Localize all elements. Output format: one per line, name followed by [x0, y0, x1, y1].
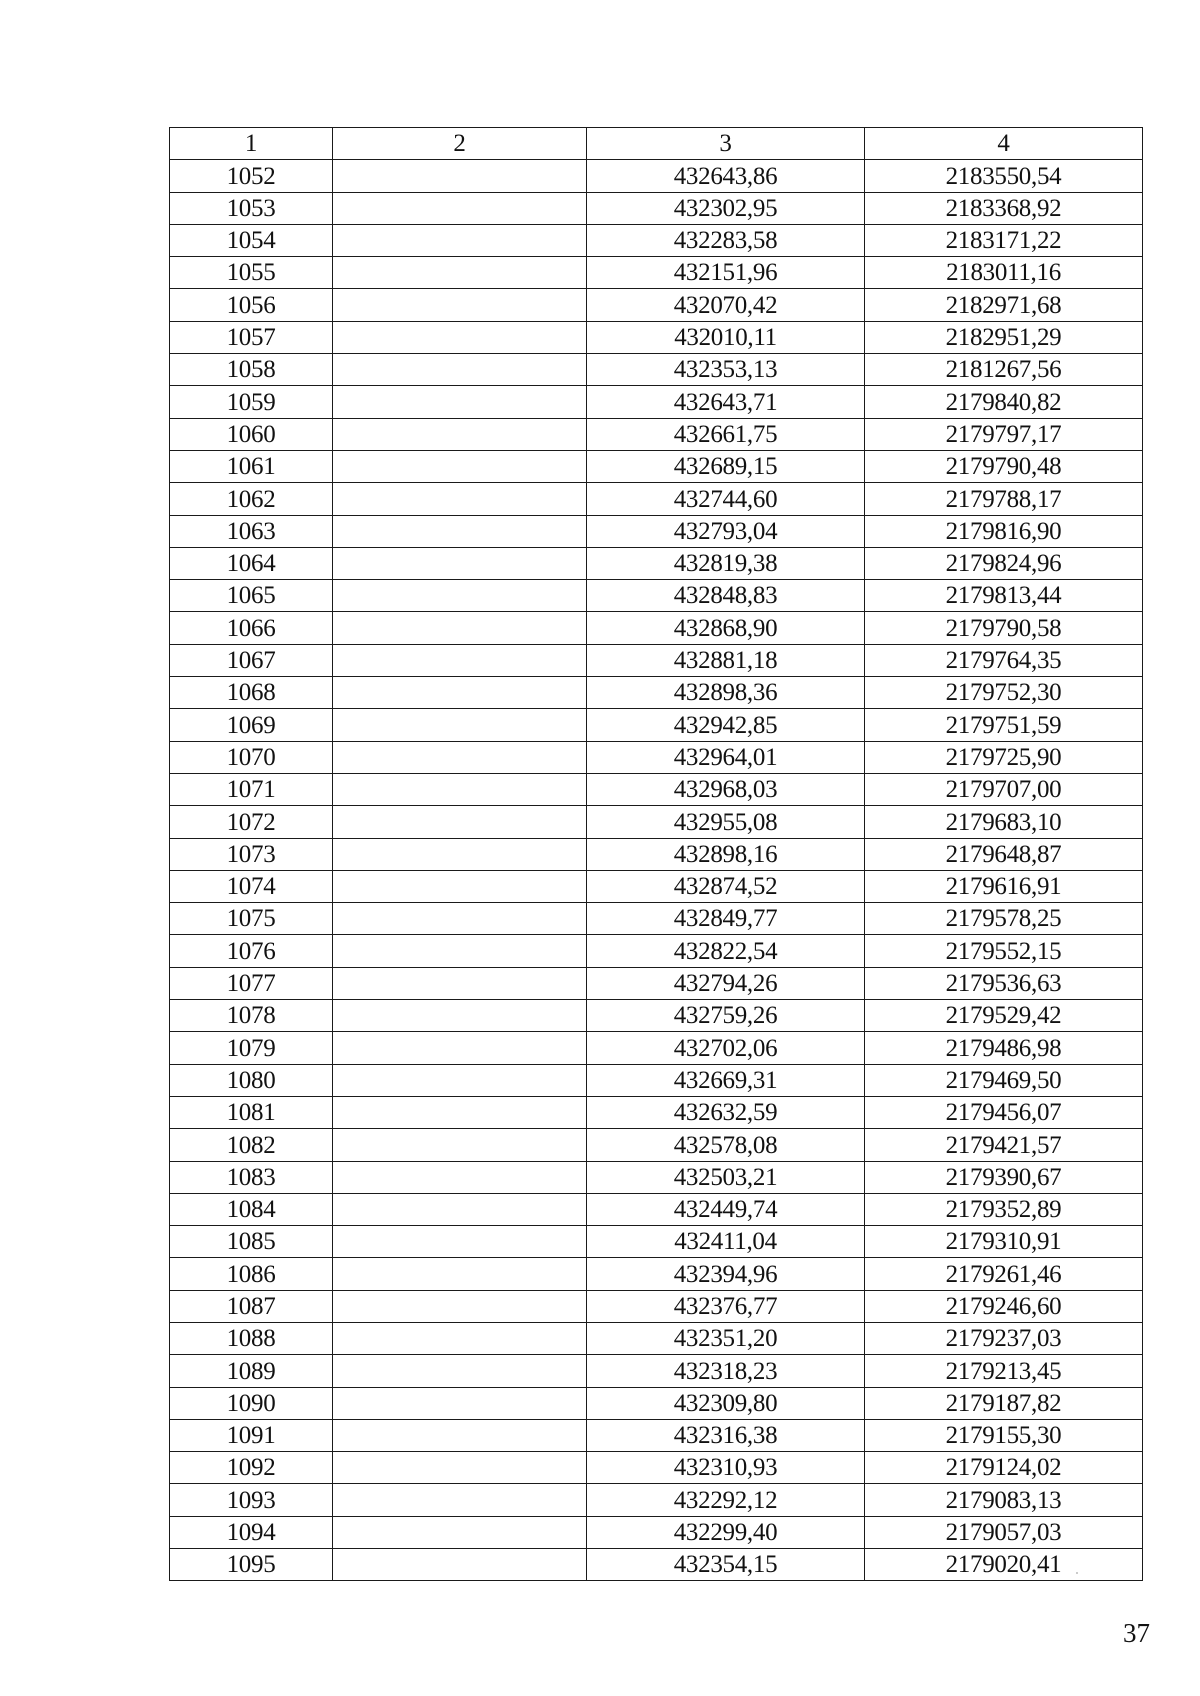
- x-coordinate-cell: 432302,95: [587, 192, 865, 224]
- x-coordinate-cell: 432822,54: [587, 935, 865, 967]
- table-row: [170, 1322, 1143, 1354]
- description-cell: [333, 644, 587, 676]
- table-row: [170, 418, 1143, 450]
- x-coordinate-cell: 432151,96: [587, 257, 865, 289]
- y-coordinate-cell: 2182951,29: [865, 321, 1143, 353]
- point-number-cell: 1064: [170, 547, 333, 579]
- x-coordinate-cell: 432689,15: [587, 450, 865, 482]
- x-coordinate-cell: 432310,93: [587, 1452, 865, 1484]
- description-cell: [333, 580, 587, 612]
- y-coordinate-cell: 2179390,67: [865, 1161, 1143, 1193]
- description-cell: [333, 224, 587, 256]
- table-row: [170, 838, 1143, 870]
- table-row: [170, 1452, 1143, 1484]
- description-cell: [333, 773, 587, 805]
- table-row: [170, 1064, 1143, 1096]
- description-cell: [333, 483, 587, 515]
- x-coordinate-cell: 432632,59: [587, 1096, 865, 1128]
- y-coordinate-cell: 2179020,41: [865, 1549, 1143, 1581]
- y-coordinate-cell: 2179529,42: [865, 1000, 1143, 1032]
- description-cell: [333, 354, 587, 386]
- description-cell: [333, 321, 587, 353]
- header-row: [170, 128, 1143, 160]
- point-number-cell: 1073: [170, 838, 333, 870]
- y-coordinate-cell: 2183011,16: [865, 257, 1143, 289]
- y-coordinate-cell: 2179616,91: [865, 870, 1143, 902]
- table-row: [170, 1096, 1143, 1128]
- y-coordinate-cell: 2179237,03: [865, 1322, 1143, 1354]
- description-cell: [333, 160, 587, 192]
- description-cell: [333, 967, 587, 999]
- description-cell: [333, 838, 587, 870]
- description-cell: [333, 935, 587, 967]
- x-coordinate-cell: 432351,20: [587, 1322, 865, 1354]
- table-row: [170, 321, 1143, 353]
- y-coordinate-cell: 2183171,22: [865, 224, 1143, 256]
- x-coordinate-cell: 432376,77: [587, 1290, 865, 1322]
- x-coordinate-cell: 432942,85: [587, 709, 865, 741]
- description-cell: [333, 1129, 587, 1161]
- point-number-cell: 1061: [170, 450, 333, 482]
- y-coordinate-cell: 2183368,92: [865, 192, 1143, 224]
- point-number-cell: 1090: [170, 1387, 333, 1419]
- table-row: [170, 257, 1143, 289]
- y-coordinate-cell: 2179648,87: [865, 838, 1143, 870]
- description-cell: [333, 1387, 587, 1419]
- x-coordinate-cell: 432316,38: [587, 1419, 865, 1451]
- description-cell: [333, 709, 587, 741]
- y-coordinate-cell: 2179790,58: [865, 612, 1143, 644]
- table-row: [170, 483, 1143, 515]
- x-coordinate-cell: 432702,06: [587, 1032, 865, 1064]
- description-cell: [333, 547, 587, 579]
- point-number-cell: 1056: [170, 289, 333, 321]
- table-row: [170, 1193, 1143, 1225]
- table-row: [170, 773, 1143, 805]
- point-number-cell: 1052: [170, 160, 333, 192]
- y-coordinate-cell: 2179816,90: [865, 515, 1143, 547]
- point-number-cell: 1093: [170, 1484, 333, 1516]
- description-cell: [333, 612, 587, 644]
- description-cell: [333, 450, 587, 482]
- description-cell: [333, 1549, 587, 1581]
- y-coordinate-cell: 2179124,02: [865, 1452, 1143, 1484]
- x-coordinate-cell: 432868,90: [587, 612, 865, 644]
- table-row: [170, 289, 1143, 321]
- table-row: [170, 709, 1143, 741]
- point-number-cell: 1053: [170, 192, 333, 224]
- x-coordinate-cell: 432794,26: [587, 967, 865, 999]
- x-coordinate-cell: 432292,12: [587, 1484, 865, 1516]
- point-number-cell: 1066: [170, 612, 333, 644]
- x-coordinate-cell: 432881,18: [587, 644, 865, 676]
- table-row: [170, 1549, 1143, 1581]
- x-coordinate-cell: 432309,80: [587, 1387, 865, 1419]
- x-coordinate-cell: 432955,08: [587, 806, 865, 838]
- x-coordinate-cell: 432849,77: [587, 903, 865, 935]
- point-number-cell: 1078: [170, 1000, 333, 1032]
- table-header: [170, 128, 1143, 160]
- point-number-cell: 1095: [170, 1549, 333, 1581]
- header-cell-2: 2: [333, 128, 587, 160]
- table-row: [170, 967, 1143, 999]
- table-row: [170, 1000, 1143, 1032]
- description-cell: [333, 1452, 587, 1484]
- point-number-cell: 1088: [170, 1322, 333, 1354]
- table-row: [170, 1516, 1143, 1548]
- point-number-cell: 1057: [170, 321, 333, 353]
- table-row: [170, 580, 1143, 612]
- y-coordinate-cell: 2179840,82: [865, 386, 1143, 418]
- description-cell: [333, 1032, 587, 1064]
- point-number-cell: 1077: [170, 967, 333, 999]
- table-row: [170, 1161, 1143, 1193]
- page-number: 37: [1123, 1618, 1150, 1648]
- description-cell: [333, 806, 587, 838]
- point-number-cell: 1091: [170, 1419, 333, 1451]
- y-coordinate-cell: 2179790,48: [865, 450, 1143, 482]
- table-row: [170, 450, 1143, 482]
- y-coordinate-cell: 2179552,15: [865, 935, 1143, 967]
- x-coordinate-cell: 432578,08: [587, 1129, 865, 1161]
- point-number-cell: 1080: [170, 1064, 333, 1096]
- x-coordinate-cell: 432759,26: [587, 1000, 865, 1032]
- table-row: [170, 515, 1143, 547]
- description-cell: [333, 289, 587, 321]
- table-row: [170, 547, 1143, 579]
- y-coordinate-cell: 2179456,07: [865, 1096, 1143, 1128]
- table-row: [170, 644, 1143, 676]
- description-cell: [333, 1290, 587, 1322]
- table-row: [170, 806, 1143, 838]
- x-coordinate-cell: 432819,38: [587, 547, 865, 579]
- y-coordinate-cell: 2179261,46: [865, 1258, 1143, 1290]
- table-row: [170, 224, 1143, 256]
- point-number-cell: 1074: [170, 870, 333, 902]
- x-coordinate-cell: 432449,74: [587, 1193, 865, 1225]
- point-number-cell: 1079: [170, 1032, 333, 1064]
- x-coordinate-cell: 432318,23: [587, 1355, 865, 1387]
- x-coordinate-cell: 432010,11: [587, 321, 865, 353]
- y-coordinate-cell: 2179788,17: [865, 483, 1143, 515]
- y-coordinate-cell: 2179352,89: [865, 1193, 1143, 1225]
- x-coordinate-cell: 432744,60: [587, 483, 865, 515]
- y-coordinate-cell: 2179578,25: [865, 903, 1143, 935]
- point-number-cell: 1075: [170, 903, 333, 935]
- y-coordinate-cell: 2181267,56: [865, 354, 1143, 386]
- x-coordinate-cell: 432661,75: [587, 418, 865, 450]
- x-coordinate-cell: 432898,16: [587, 838, 865, 870]
- table-row: [170, 1129, 1143, 1161]
- y-coordinate-cell: 2179155,30: [865, 1419, 1143, 1451]
- point-number-cell: 1058: [170, 354, 333, 386]
- description-cell: [333, 1161, 587, 1193]
- header-cell-3: 3: [587, 128, 865, 160]
- x-coordinate-cell: 432503,21: [587, 1161, 865, 1193]
- description-cell: [333, 741, 587, 773]
- x-coordinate-cell: 432643,86: [587, 160, 865, 192]
- scan-speck: [1076, 1572, 1078, 1574]
- point-number-cell: 1067: [170, 644, 333, 676]
- table-row: [170, 192, 1143, 224]
- x-coordinate-cell: 432070,42: [587, 289, 865, 321]
- y-coordinate-cell: 2179187,82: [865, 1387, 1143, 1419]
- y-coordinate-cell: 2183550,54: [865, 160, 1143, 192]
- point-number-cell: 1059: [170, 386, 333, 418]
- point-number-cell: 1084: [170, 1193, 333, 1225]
- description-cell: [333, 418, 587, 450]
- y-coordinate-cell: 2179683,10: [865, 806, 1143, 838]
- x-coordinate-cell: 432299,40: [587, 1516, 865, 1548]
- point-number-cell: 1085: [170, 1226, 333, 1258]
- table-row: [170, 1387, 1143, 1419]
- y-coordinate-cell: 2182971,68: [865, 289, 1143, 321]
- point-number-cell: 1072: [170, 806, 333, 838]
- y-coordinate-cell: 2179824,96: [865, 547, 1143, 579]
- point-number-cell: 1069: [170, 709, 333, 741]
- point-number-cell: 1081: [170, 1096, 333, 1128]
- table-row: [170, 741, 1143, 773]
- point-number-cell: 1062: [170, 483, 333, 515]
- description-cell: [333, 257, 587, 289]
- point-number-cell: 1055: [170, 257, 333, 289]
- description-cell: [333, 1355, 587, 1387]
- y-coordinate-cell: 2179725,90: [865, 741, 1143, 773]
- table-row: [170, 354, 1143, 386]
- table-row: [170, 935, 1143, 967]
- description-cell: [333, 386, 587, 418]
- x-coordinate-cell: 432874,52: [587, 870, 865, 902]
- table-row: [170, 1484, 1143, 1516]
- description-cell: [333, 1322, 587, 1354]
- description-cell: [333, 1258, 587, 1290]
- point-number-cell: 1089: [170, 1355, 333, 1387]
- description-cell: [333, 1516, 587, 1548]
- y-coordinate-cell: 2179486,98: [865, 1032, 1143, 1064]
- description-cell: [333, 192, 587, 224]
- x-coordinate-cell: 432793,04: [587, 515, 865, 547]
- point-number-cell: 1068: [170, 677, 333, 709]
- table-row: [170, 1419, 1143, 1451]
- point-number-cell: 1087: [170, 1290, 333, 1322]
- point-number-cell: 1063: [170, 515, 333, 547]
- point-number-cell: 1060: [170, 418, 333, 450]
- point-number-cell: 1076: [170, 935, 333, 967]
- description-cell: [333, 1226, 587, 1258]
- description-cell: [333, 1193, 587, 1225]
- point-number-cell: 1071: [170, 773, 333, 805]
- description-cell: [333, 1000, 587, 1032]
- y-coordinate-cell: 2179813,44: [865, 580, 1143, 612]
- y-coordinate-cell: 2179751,59: [865, 709, 1143, 741]
- y-coordinate-cell: 2179246,60: [865, 1290, 1143, 1322]
- table-row: [170, 1355, 1143, 1387]
- point-number-cell: 1086: [170, 1258, 333, 1290]
- description-cell: [333, 1096, 587, 1128]
- description-cell: [333, 903, 587, 935]
- point-number-cell: 1092: [170, 1452, 333, 1484]
- table-row: [170, 160, 1143, 192]
- y-coordinate-cell: 2179310,91: [865, 1226, 1143, 1258]
- description-cell: [333, 515, 587, 547]
- y-coordinate-cell: 2179057,03: [865, 1516, 1143, 1548]
- table-row: [170, 1258, 1143, 1290]
- point-number-cell: 1094: [170, 1516, 333, 1548]
- x-coordinate-cell: 432848,83: [587, 580, 865, 612]
- table-row: [170, 386, 1143, 418]
- x-coordinate-cell: 432898,36: [587, 677, 865, 709]
- x-coordinate-cell: 432643,71: [587, 386, 865, 418]
- y-coordinate-cell: 2179797,17: [865, 418, 1143, 450]
- point-number-cell: 1054: [170, 224, 333, 256]
- x-coordinate-cell: 432394,96: [587, 1258, 865, 1290]
- description-cell: [333, 677, 587, 709]
- y-coordinate-cell: 2179083,13: [865, 1484, 1143, 1516]
- description-cell: [333, 1484, 587, 1516]
- header-cell-1: 1: [170, 128, 333, 160]
- y-coordinate-cell: 2179536,63: [865, 967, 1143, 999]
- x-coordinate-cell: 432968,03: [587, 773, 865, 805]
- x-coordinate-cell: 432964,01: [587, 741, 865, 773]
- description-cell: [333, 870, 587, 902]
- point-number-cell: 1070: [170, 741, 333, 773]
- table-row: [170, 612, 1143, 644]
- x-coordinate-cell: 432354,15: [587, 1549, 865, 1581]
- point-number-cell: 1083: [170, 1161, 333, 1193]
- x-coordinate-cell: 432411,04: [587, 1226, 865, 1258]
- x-coordinate-cell: 432669,31: [587, 1064, 865, 1096]
- y-coordinate-cell: 2179213,45: [865, 1355, 1143, 1387]
- table-row: [170, 870, 1143, 902]
- x-coordinate-cell: 432283,58: [587, 224, 865, 256]
- table-row: [170, 677, 1143, 709]
- description-cell: [333, 1064, 587, 1096]
- description-cell: [333, 1419, 587, 1451]
- table-body: [170, 160, 1143, 1581]
- table-row: [170, 903, 1143, 935]
- coordinates-table: [169, 127, 1143, 1581]
- y-coordinate-cell: 2179421,57: [865, 1129, 1143, 1161]
- table-row: [170, 1032, 1143, 1064]
- y-coordinate-cell: 2179707,00: [865, 773, 1143, 805]
- y-coordinate-cell: 2179764,35: [865, 644, 1143, 676]
- y-coordinate-cell: 2179752,30: [865, 677, 1143, 709]
- table-row: [170, 1226, 1143, 1258]
- table-row: [170, 1290, 1143, 1322]
- y-coordinate-cell: 2179469,50: [865, 1064, 1143, 1096]
- point-number-cell: 1082: [170, 1129, 333, 1161]
- x-coordinate-cell: 432353,13: [587, 354, 865, 386]
- point-number-cell: 1065: [170, 580, 333, 612]
- header-cell-4: 4: [865, 128, 1143, 160]
